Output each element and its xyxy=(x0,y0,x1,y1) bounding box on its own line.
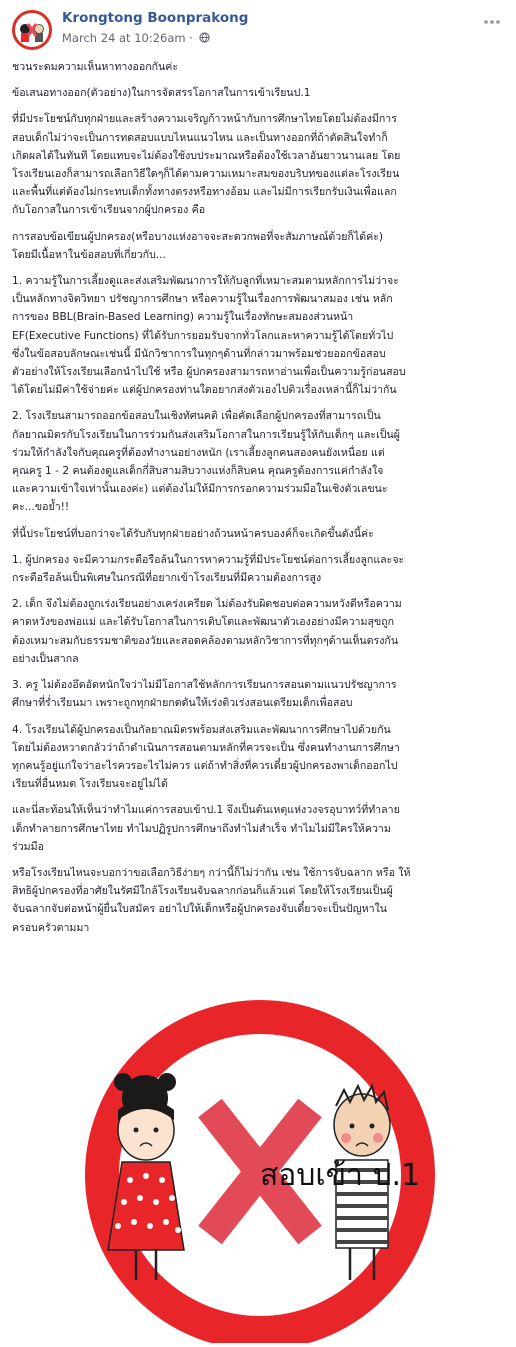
sign-text: สอบเข้า ป.1 xyxy=(260,1158,421,1193)
meta-separator: · xyxy=(185,31,197,45)
post-paragraph: 4. โรงเรียนได้ผู้ปกครองเป็นกัลยาณมิตรพร้อมส่งเสริมและพัฒนาการศึกษาไปด้วยกัน โดยไม่ต้องหวาดกลัวว่าถ้าดำเนินการสอนตามหลักที่ควรจะเป็น ซึ่งคนทำงานการศึกษา ทุกคนรู้อยู่แก่ใจว่าอะไรควรอะไรไม่ควร แต่ถ้าทำสิ่งที่ควรเดี๋ยวผู้ปกครองพาเด็กออกไป เรียนที่อื่นหมด โรงเรียนจะอยู่ไม่ได้ xyxy=(12,723,400,791)
globe-icon xyxy=(199,32,210,43)
post-meta xyxy=(62,31,210,45)
post-paragraph: หรือโรงเรียนไหนจะบอกว่าขอเลือกวิธีง่ายๆ กว่านี้ก็ไม่ว่ากัน เช่น ใช้การจับฉลาก หรือ ให้ สิทธิผู้ปกครองที่อาศัยในรัศมีใกล้โรงเรียนจับฉลากก่อนก็แล้วแต่ โดยให้โรงเรียนเป็นผู้ จับฉลากจับต่อหน้าผู้ยื่นใบสมัคร อย่าไปให้เด็กหรือผู้ปกครองจับเดี๋ยวจะเป็นปัญหาใน ครอบครัวตามมา xyxy=(12,866,411,934)
post-paragraph: และนี่สะท้อนให้เห็นว่าทำไมแค่การสอบเข้าป.1 จึงเป็นต้นเหตุแห่งวงจรอุบาทว์ที่ทำลาย เด็กทำลายการศึกษาไทย ทำไมปฏิรูปการศึกษาถึงทำไม่สำเร็จ ทำไมไม่มีใครให้ความ ร่วมมือ xyxy=(12,804,400,853)
post-header xyxy=(10,8,506,50)
page-name-link[interactable]: Krongtong Boonprakong xyxy=(62,10,249,26)
post-photo[interactable] xyxy=(10,980,506,1343)
post-paragraph: ข้อเสนอทางออก(ตัวอย่าง)ในการจัดสรรโอกาสในการเข้าเรียนป.1 xyxy=(12,87,311,100)
more-options-icon[interactable] xyxy=(482,16,502,28)
post-body xyxy=(12,58,508,945)
page-avatar[interactable] xyxy=(12,10,52,50)
post-paragraph: 3. ครู ไม่ต้องอึดอัดหนักใจว่าไม่มีโอกาสใช้หลักการเรียนการสอนตามแนวปรัชญาการ ศึกษาที่ร่ำเรียนมา เพราะถูกทุกฝ่ายกดดันให้เร่งติวเร่งสอนเตรียมเด็กเพื่อสอบ xyxy=(12,679,397,710)
post-paragraph: ที่นี้ประโยชน์ที่บอกว่าจะได้รับกับทุกฝ่ายอย่างถ้วนหน้าครบองค์ก็จะเกิดขึ้นดังนี้ค่ะ xyxy=(12,527,374,540)
post-paragraph: 1. ความรู้ในการเลี้ยงดูและส่งเสริมพัฒนาการให้กับลูกที่เหมาะสมตามหลักการไม่ว่าจะ เป็นหลักทางจิตวิทยา ปรัชญาการศึกษา หรือความรู้ในเรื่องการพัฒนาสมอง เช่น หลัก การของ BBL(Brain-Based Learning) ความรู้ในเรื่องทักษะสมองส่วนหน้า EF(Executive Functions) ที่ได้รับการยอมรับจากทั่วโลกและหาความรู้ได้โดยทั่วไป ซึ่งในข้อสอบลักษณะเช่นนี้ มีนักวิชาการในทุกๆด้านที่กล่าวมาพร้อมช่วยออกข้อสอบ ตัวอย่างให้โรงเรียนเลือกนำไปใช้ หรือ ผู้ปกครองสามารถหาอ่านเพื่อเป็นความรู้ก่อนสอบ ได้โดยไม่มีค่าใช้จ่ายค่ะ แต่ผู้ปกครองท่านใดอยากส่งตัวเองไปติวเรื่องเหล่านี้ก็ไม่ว่ากัน xyxy=(12,275,406,397)
post-paragraph: ชวนระดมความเห็นหาทางออกกันค่ะ xyxy=(12,61,179,73)
post-timestamp[interactable]: March 24 at 10:26am xyxy=(62,31,186,45)
post-paragraph: 2. โรงเรียนสามารถออกข้อสอบในเชิงทัศนคติ เพื่อคัดเลือกผู้ปกครองที่สามารถเป็น กัลยาณมิตรกับโรงเรียนในการร่วมกันส่งเสริมโอกาสในการเรียนรู้ให้กับเด็กๆ และเป็นผู้ ร่วมให้กำลังใจกับคุณครูที่ต้องทำงานอย่างหนัก (เราเลี้ยงลูกคนสองคนยังเหนื่อย แต่ คุณครู 1 - 2 คนต้องดูแลเด็กกี่สิบสามสิบวางแห่งก็สิบคน คุณครูต้องการแค่กำลังใจ และความเข้าใจเท่านั้นเองค่ะ) แต่ต้องไม่ให้มีการกรอกความร่วมมือในเชิงตัวเลขนะ คะ...ขอย้ำ!! xyxy=(12,410,400,514)
no-exam-sign-illustration xyxy=(10,980,506,1343)
post-paragraph: 2. เด็ก จึงไม่ต้องถูกเร่งเรียนอย่างเคร่งเครียด ไม่ต้องรับผิดชอบต่อความหวังดีหรือความ คาดหวังของพ่อแม่ และได้รับโอกาสในการเติบโตและพัฒนาตัวเองอย่างมีความสุขถูก ต้องเหมาะสมกับธรรมชาติของวัยและสอดคล้องตามหลักวิชาการที่ทุกๆด้านเห็นตรงกัน อย่างเป็นสากล xyxy=(12,598,402,665)
post-paragraph: 1. ผู้ปกครอง จะมีความกระตือรือล้นในการหาความรู้ที่มีประโยชน์ต่อการเลี้ยงลูกและจะ กระตือรือล้นเป็นพิเศษในกรณีที่อยากเข้าโรงเรียนที่มีความต้องการสูง xyxy=(12,553,405,585)
post-paragraph: การสอบข้อเขียนผู้ปกครอง(หรือบางแห่งอาจจะสะดวกพอที่จะสัมภาษณ์ด้วยก็ได้ค่ะ) โดยมีเนื้อหาในข้อสอบที่เกี่ยวกับ... xyxy=(12,230,383,261)
post-paragraph: ที่มีประโยชน์กับทุกฝ่ายและสร้างความเจริญก้าวหน้ากับการศึกษาไทยโดยไม่ต้องมีการ สอบเด็กไม่ว่าจะเป็นการทดสอบแบบไหนแนวไหน และเป็นทางออกที่ถ้าตัดสินใจทำก็ เกิดผลได้ในทันที โดยแทบจะไม่ต้องใช้งบประมาณหรือต้องใช้เวลาอันยาวนานเลย โดย โรงเรียนเองก็สามารถเลือกวิธีใดๆก็ได้ตามความเหมาะสมของบริบทของแต่ละโรงเรียน และพื้นที่แต่ต้องไม่กระทบเด็กทั้งทางตรงหรือทางอ้อม และไม่มีการเรียกรับเงินเพื่อแลก กับโอกาสในการเข้าเรียนจากผู้ปกครอง คือ xyxy=(12,113,401,217)
